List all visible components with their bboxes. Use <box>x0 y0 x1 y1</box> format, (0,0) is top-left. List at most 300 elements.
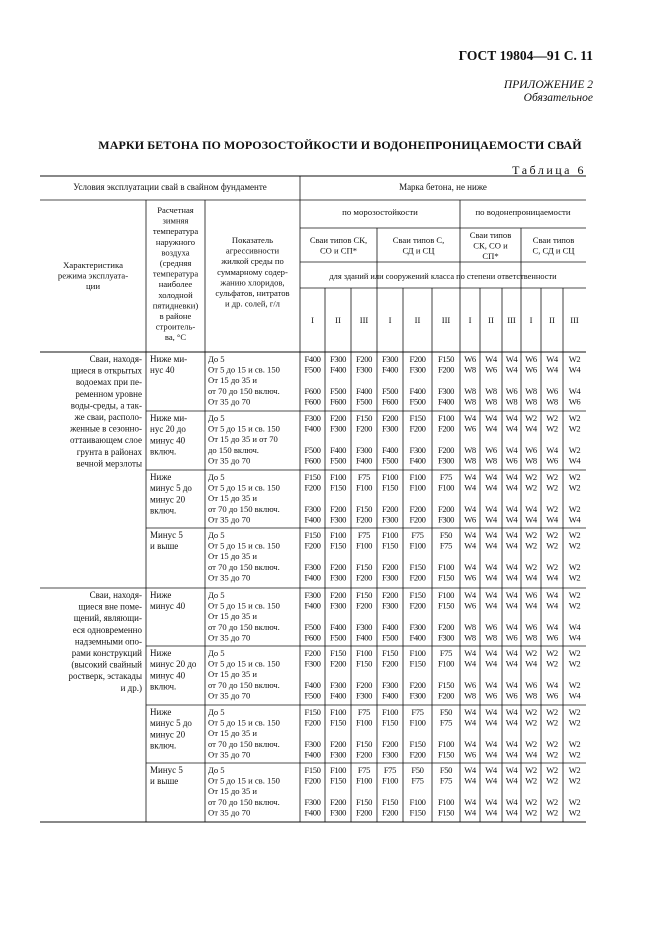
grade-cell: F100 <box>409 717 426 728</box>
grade-cell: F150 <box>381 717 399 728</box>
grade-cell: W6 <box>505 690 518 701</box>
grade-cell: W2 <box>525 796 537 807</box>
grade-cell: W2 <box>568 444 581 455</box>
group-characteristic: (высокий свайный <box>71 659 142 670</box>
grade-cell: W8 <box>525 396 537 407</box>
grade-cell: F200 <box>437 364 455 375</box>
grade-cell: W2 <box>546 707 558 717</box>
header-temperature: в районе <box>159 311 192 321</box>
block-temperature: минус 5 до <box>150 483 192 494</box>
grade-cell: F100 <box>381 775 399 786</box>
block-temperature: минус 20 <box>150 729 186 740</box>
grade-cell: F100 <box>329 765 347 775</box>
grade-cell: F75 <box>439 540 453 551</box>
header-class-10: I <box>529 315 533 325</box>
grade-cell: F150 <box>329 775 347 786</box>
header-building-class: для зданий или сооружений класса по степени ответственности <box>329 272 557 281</box>
grade-cell: W4 <box>485 472 497 482</box>
grade-cell: F300 <box>381 354 399 364</box>
group-characteristic: надземными опо- <box>74 636 142 647</box>
grade-cell: W6 <box>525 364 537 375</box>
grade-cell: F150 <box>329 482 347 493</box>
grade-cell: F200 <box>355 354 373 364</box>
grade-cell: W4 <box>464 765 476 775</box>
grade-cell: F150 <box>355 590 373 600</box>
header-class-3: III <box>359 315 369 325</box>
grade-cell: F200 <box>381 503 399 514</box>
header-pile-type: СД и СЦ <box>402 245 435 256</box>
grade-cell: F400 <box>409 455 426 466</box>
grade-cell: F200 <box>355 423 373 434</box>
grade-cell: W4 <box>464 561 476 572</box>
grade-cell: F400 <box>409 632 426 643</box>
grade-cell: F200 <box>381 658 399 669</box>
block-indicator: От 15 до 35 и <box>208 669 258 680</box>
grade-cell: W4 <box>505 679 518 690</box>
header-indicator: и др. солей, г/л <box>225 298 280 309</box>
header-class-5: II <box>414 315 421 325</box>
grade-cell: W4 <box>485 482 497 493</box>
grade-cell: W2 <box>568 679 581 690</box>
block-indicator: От 35 до 70 <box>208 690 251 701</box>
grade-cell: W4 <box>568 632 581 643</box>
grade-cell: W2 <box>525 540 537 551</box>
grade-cell: F200 <box>381 561 399 572</box>
grade-cell: W4 <box>546 514 558 525</box>
block-temperature: Минус 5 <box>150 530 183 540</box>
block-temperature: Ниже <box>150 472 172 482</box>
grade-cell: F100 <box>437 413 455 423</box>
grade-cell: W4 <box>525 503 537 514</box>
grade-cell: F75 <box>439 472 453 482</box>
grade-cell: W4 <box>485 717 497 728</box>
block-temperature: минус 5 до <box>150 718 192 729</box>
block-indicator: До 5 <box>208 354 225 364</box>
block-indicator: До 5 <box>208 648 225 658</box>
group-characteristic: рами конструкций <box>71 648 142 658</box>
header-class-6: III <box>441 315 451 325</box>
grade-cell: F500 <box>329 455 347 466</box>
grade-cell: W2 <box>546 482 558 493</box>
grade-cell: W6 <box>525 444 537 455</box>
grade-cell: W6 <box>464 514 476 525</box>
grade-cell: F100 <box>381 530 399 540</box>
header-characteristic: режима эксплуата- <box>57 270 129 281</box>
grade-cell: F300 <box>381 600 399 611</box>
block-indicator: От 15 до 35 и <box>208 786 258 797</box>
grade-cell: W2 <box>525 413 537 423</box>
block-temperature: Ниже <box>150 648 172 658</box>
grade-cell: F200 <box>355 749 373 760</box>
grade-cell: F300 <box>437 514 455 525</box>
grade-cell: W4 <box>485 540 497 551</box>
grade-cell: F150 <box>304 765 321 775</box>
grade-cell: F300 <box>381 679 399 690</box>
grade-cell: F500 <box>381 455 399 466</box>
header-grade: Марка бетона, не ниже <box>399 182 487 192</box>
grade-cell: F300 <box>329 600 347 611</box>
grade-cell: W4 <box>525 514 537 525</box>
block-indicator: От 5 до 15 и св. 150 <box>208 540 280 551</box>
grade-cell: F150 <box>304 472 321 482</box>
grade-cell: F100 <box>437 738 455 749</box>
grade-cell: W4 <box>568 364 581 375</box>
group-characteristic: Сваи, находя- <box>89 590 142 600</box>
grade-cell: W4 <box>485 807 497 818</box>
header-class-12: III <box>570 315 579 325</box>
grade-cell: F100 <box>409 482 426 493</box>
header-temperature: температура <box>152 226 199 237</box>
grade-cell: W4 <box>485 749 497 760</box>
grade-cell: F300 <box>437 632 455 643</box>
grade-cell: W4 <box>505 775 518 786</box>
grade-cell: W4 <box>505 561 518 572</box>
grade-cell: F400 <box>304 600 321 611</box>
grade-cell: W4 <box>464 413 476 423</box>
grade-cell: W4 <box>464 717 476 728</box>
group-characteristic: ростверк, эстакады <box>68 671 142 682</box>
grade-cell: W2 <box>546 503 558 514</box>
grade-cell: F300 <box>329 679 347 690</box>
grade-cell: W4 <box>505 749 518 760</box>
grade-cell: F150 <box>304 707 321 717</box>
grade-cell: W2 <box>568 807 581 818</box>
grade-cell: W4 <box>546 364 558 375</box>
grade-cell: F200 <box>437 690 455 701</box>
grade-cell: W6 <box>464 354 476 364</box>
grade-cell: W4 <box>568 455 581 466</box>
grade-cell: W8 <box>485 632 497 643</box>
grade-cell: W6 <box>464 572 476 583</box>
grade-cell: F200 <box>304 648 321 658</box>
grade-cell: F500 <box>329 632 347 643</box>
header-temperature: воздуха <box>161 247 190 258</box>
header-water: по водонепроницаемости <box>475 207 571 217</box>
grade-cell: W2 <box>568 354 581 364</box>
header-class-7: I <box>468 315 472 325</box>
grade-cell: F150 <box>355 796 373 807</box>
grade-cell: F300 <box>355 621 373 632</box>
grade-cell: W4 <box>485 775 497 786</box>
block-indicator: От 15 до 35 и <box>208 728 258 739</box>
grade-cell: W4 <box>505 472 518 482</box>
grade-cell: W6 <box>485 364 497 375</box>
grade-cell: W4 <box>485 658 497 669</box>
grade-cell: W6 <box>464 600 476 611</box>
grade-cell: F300 <box>409 621 426 632</box>
grade-cell: W4 <box>505 503 518 514</box>
group-characteristic: грунта в районах <box>76 446 142 457</box>
grade-cell: F300 <box>304 561 321 572</box>
grade-cell: W4 <box>485 503 497 514</box>
grade-cell: F75 <box>411 707 424 717</box>
group-characteristic: Сваи, находя- <box>89 354 142 364</box>
block-indicator: От 35 до 70 <box>208 514 251 525</box>
header-conditions: Условия эксплуатации свай в свайном фундаменте <box>73 182 267 192</box>
block-indicator: От 15 до 35 и <box>208 493 258 504</box>
grade-cell: W4 <box>505 540 518 551</box>
table-label: Таблица 6 <box>512 163 586 177</box>
grade-cell: W2 <box>546 738 558 749</box>
grade-cell: F400 <box>329 444 347 455</box>
block-indicator: От 35 до 70 <box>208 632 251 643</box>
block-indicator: От 35 до 70 <box>208 455 251 466</box>
grade-cell: W4 <box>464 648 476 658</box>
grade-cell: F300 <box>329 807 347 818</box>
grade-cell: W4 <box>485 679 497 690</box>
grade-cell: W8 <box>525 690 537 701</box>
header-temperature: наружного <box>155 236 196 247</box>
grade-cell: F200 <box>409 679 426 690</box>
group-characteristic: и др.) <box>120 682 142 693</box>
grade-cell: W2 <box>568 707 581 717</box>
grade-cell: F300 <box>329 354 347 364</box>
grade-cell: W8 <box>464 364 476 375</box>
grade-cell: F300 <box>329 514 347 525</box>
grade-cell: W4 <box>525 572 537 583</box>
grade-cell: W6 <box>485 690 497 701</box>
grade-cell: W4 <box>505 738 518 749</box>
grade-cell: F200 <box>329 658 347 669</box>
block-indicator: От 5 до 15 и св. 150 <box>208 423 280 434</box>
grade-cell: W2 <box>546 423 558 434</box>
grade-cell: W4 <box>546 621 558 632</box>
grade-cell: F150 <box>437 679 455 690</box>
grade-cell: F150 <box>355 658 373 669</box>
grade-cell: W2 <box>546 648 558 658</box>
grade-cell: W8 <box>464 455 476 466</box>
grade-cell: F600 <box>304 632 321 643</box>
grade-cell: F200 <box>355 807 373 818</box>
grade-cell: F600 <box>304 455 321 466</box>
grade-cell: W6 <box>525 354 537 364</box>
header-indicator: суммарному содер- <box>217 266 288 277</box>
grade-cell: F300 <box>329 572 347 583</box>
grade-cell: W2 <box>568 749 581 760</box>
grade-cell: F300 <box>409 690 426 701</box>
grade-cell: F150 <box>355 413 373 423</box>
grade-cell: F75 <box>439 775 453 786</box>
header-class-8: II <box>488 315 494 325</box>
grade-cell: F200 <box>409 354 426 364</box>
grade-cell: W4 <box>546 444 558 455</box>
grade-cell: W6 <box>546 385 558 396</box>
grade-cell: W8 <box>464 621 476 632</box>
block-temperature: Ниже <box>150 707 172 717</box>
grade-cell: F100 <box>355 540 373 551</box>
group-characteristic: воды-среды, а так- <box>70 400 142 411</box>
grade-cell: F200 <box>304 540 321 551</box>
block-temperature: включ. <box>150 740 177 751</box>
mandatory-label: Обязательное <box>523 92 593 104</box>
grade-cell: F500 <box>381 385 399 396</box>
grade-cell: W6 <box>546 632 558 643</box>
grade-cell: W2 <box>568 530 581 540</box>
grade-cell: W2 <box>546 717 558 728</box>
grade-cell: F100 <box>437 796 455 807</box>
grade-cell: W2 <box>568 540 581 551</box>
block-temperature: включ. <box>150 681 177 692</box>
grade-cell: F200 <box>409 514 426 525</box>
block-indicator: От 15 до 35 и <box>208 551 258 562</box>
grade-cell: F100 <box>409 648 426 658</box>
block-indicator: до 150 включ. <box>208 444 259 455</box>
grade-cell: F100 <box>437 590 455 600</box>
grade-cell: W2 <box>525 807 537 818</box>
grade-cell: F75 <box>439 648 453 658</box>
grade-cell: W8 <box>485 455 497 466</box>
grade-cell: F200 <box>304 482 321 493</box>
grade-cell: W2 <box>546 472 558 482</box>
grade-cell: F150 <box>381 796 399 807</box>
header-class-9: III <box>507 315 516 325</box>
grade-cell: F400 <box>304 354 321 364</box>
group-characteristic: оттаивающем слое <box>70 435 142 446</box>
grade-cell: F100 <box>355 775 373 786</box>
grade-cell: F75 <box>357 707 371 717</box>
grade-cell: W4 <box>485 572 497 583</box>
grade-cell: W4 <box>505 444 518 455</box>
grade-cell: W6 <box>505 455 518 466</box>
group-characteristic: ременном уровне <box>75 388 142 399</box>
grade-cell: W4 <box>546 572 558 583</box>
grade-cell: W4 <box>505 514 518 525</box>
grade-cell: W6 <box>505 632 518 643</box>
block-indicator: от 70 до 150 включ. <box>208 796 280 807</box>
grade-cell: F200 <box>409 749 426 760</box>
grade-cell: F300 <box>381 572 399 583</box>
grade-cell: W4 <box>525 749 537 760</box>
grade-cell: W4 <box>505 413 518 423</box>
grade-cell: W4 <box>505 590 518 600</box>
block-temperature: Ниже ми- <box>150 413 188 423</box>
header-pile-type: СП* <box>482 251 499 262</box>
grade-cell: F150 <box>381 540 399 551</box>
header-temperature: пятидневки) <box>152 300 199 311</box>
grade-cell: F75 <box>357 765 371 775</box>
grade-cell: F300 <box>304 413 321 423</box>
grade-cell: W2 <box>568 765 581 775</box>
header-class-1: I <box>311 315 314 325</box>
header-class-11: II <box>549 315 555 325</box>
grade-cell: W4 <box>464 775 476 786</box>
grade-cell: F50 <box>439 765 453 775</box>
grade-cell: W2 <box>525 472 537 482</box>
grade-cell: W4 <box>505 600 518 611</box>
grade-cell: F200 <box>437 621 455 632</box>
grade-cell: F400 <box>355 455 373 466</box>
grade-cell: F200 <box>304 775 321 786</box>
grade-cell: F150 <box>329 717 347 728</box>
grade-cell: F400 <box>304 423 321 434</box>
grade-cell: W8 <box>464 385 476 396</box>
block-indicator: От 5 до 15 и св. 150 <box>208 717 280 728</box>
grade-cell: F200 <box>381 590 399 600</box>
grade-cell: W4 <box>485 600 497 611</box>
grade-cell: F200 <box>329 738 347 749</box>
grade-cell: F400 <box>304 749 321 760</box>
grade-cell: W4 <box>485 423 497 434</box>
grade-cell: F200 <box>355 572 373 583</box>
grade-cell: F100 <box>409 472 426 482</box>
block-temperature: Ниже ми- <box>150 354 188 364</box>
grade-cell: W4 <box>464 796 476 807</box>
header-indicator: жанию хлоридов, <box>220 277 285 288</box>
grade-cell: F100 <box>409 796 426 807</box>
grade-cell: F400 <box>304 807 321 818</box>
header-temperature: наиболее <box>158 279 193 290</box>
grade-cell: F100 <box>329 472 347 482</box>
grade-cell: F200 <box>381 807 399 818</box>
grade-cell: F300 <box>437 455 455 466</box>
grade-cell: W6 <box>485 621 497 632</box>
grade-cell: W6 <box>546 455 558 466</box>
block-indicator: До 5 <box>208 530 225 540</box>
block-indicator: До 5 <box>208 413 225 423</box>
grade-cell: F600 <box>381 396 399 407</box>
grade-cell: W4 <box>568 385 581 396</box>
grade-cell: W4 <box>505 482 518 493</box>
grade-cell: W2 <box>525 765 537 775</box>
grade-cell: W2 <box>568 648 581 658</box>
grade-cell: F50 <box>439 707 453 717</box>
header-temperature: (средняя <box>159 258 192 268</box>
grade-cell: W2 <box>568 561 581 572</box>
header-temperature: ва, °С <box>164 332 187 343</box>
grade-cell: W4 <box>505 530 518 540</box>
grade-cell: W4 <box>505 423 518 434</box>
grade-cell: W6 <box>525 621 537 632</box>
grade-cell: W4 <box>505 648 518 658</box>
header-characteristic: ции <box>85 281 101 292</box>
grade-cell: W2 <box>546 749 558 760</box>
grade-cell: F300 <box>437 385 455 396</box>
grade-cell: F100 <box>355 648 373 658</box>
grade-cell: W6 <box>525 679 537 690</box>
grade-cell: W8 <box>505 396 518 407</box>
grade-cell: W2 <box>568 423 581 434</box>
grade-cell: W4 <box>485 514 497 525</box>
document-header: ГОСТ 19804—91 С. 11 <box>458 48 593 63</box>
grade-cell: W4 <box>525 600 537 611</box>
grade-cell: F75 <box>411 530 424 540</box>
grade-cell: F500 <box>304 621 321 632</box>
grade-cell: F300 <box>381 749 399 760</box>
grade-cell: W2 <box>525 648 537 658</box>
grade-cell: W4 <box>485 707 497 717</box>
grade-cell: F500 <box>381 632 399 643</box>
block-temperature: и выше <box>150 541 179 552</box>
grade-cell: W2 <box>546 796 558 807</box>
block-indicator: От 5 до 15 и св. 150 <box>208 600 280 611</box>
block-indicator: От 15 до 35 и <box>208 375 258 386</box>
grade-cell: W4 <box>485 765 497 775</box>
block-temperature: Минус 5 <box>150 765 183 775</box>
header-pile-type: Сваи типов СК, <box>309 235 368 245</box>
grade-cell: W2 <box>546 807 558 818</box>
grade-cell: W2 <box>546 413 558 423</box>
group-characteristic: щиеся вне поме- <box>78 601 142 612</box>
grade-cell: W4 <box>464 738 476 749</box>
grade-cell: W4 <box>505 807 518 818</box>
grade-cell: W4 <box>505 707 518 717</box>
block-indicator: До 5 <box>208 707 225 717</box>
grade-cell: W6 <box>464 679 476 690</box>
grade-cell: F150 <box>355 561 373 572</box>
grade-cell: W2 <box>568 482 581 493</box>
grade-cell: F400 <box>304 679 321 690</box>
grade-cell: F300 <box>409 364 426 375</box>
